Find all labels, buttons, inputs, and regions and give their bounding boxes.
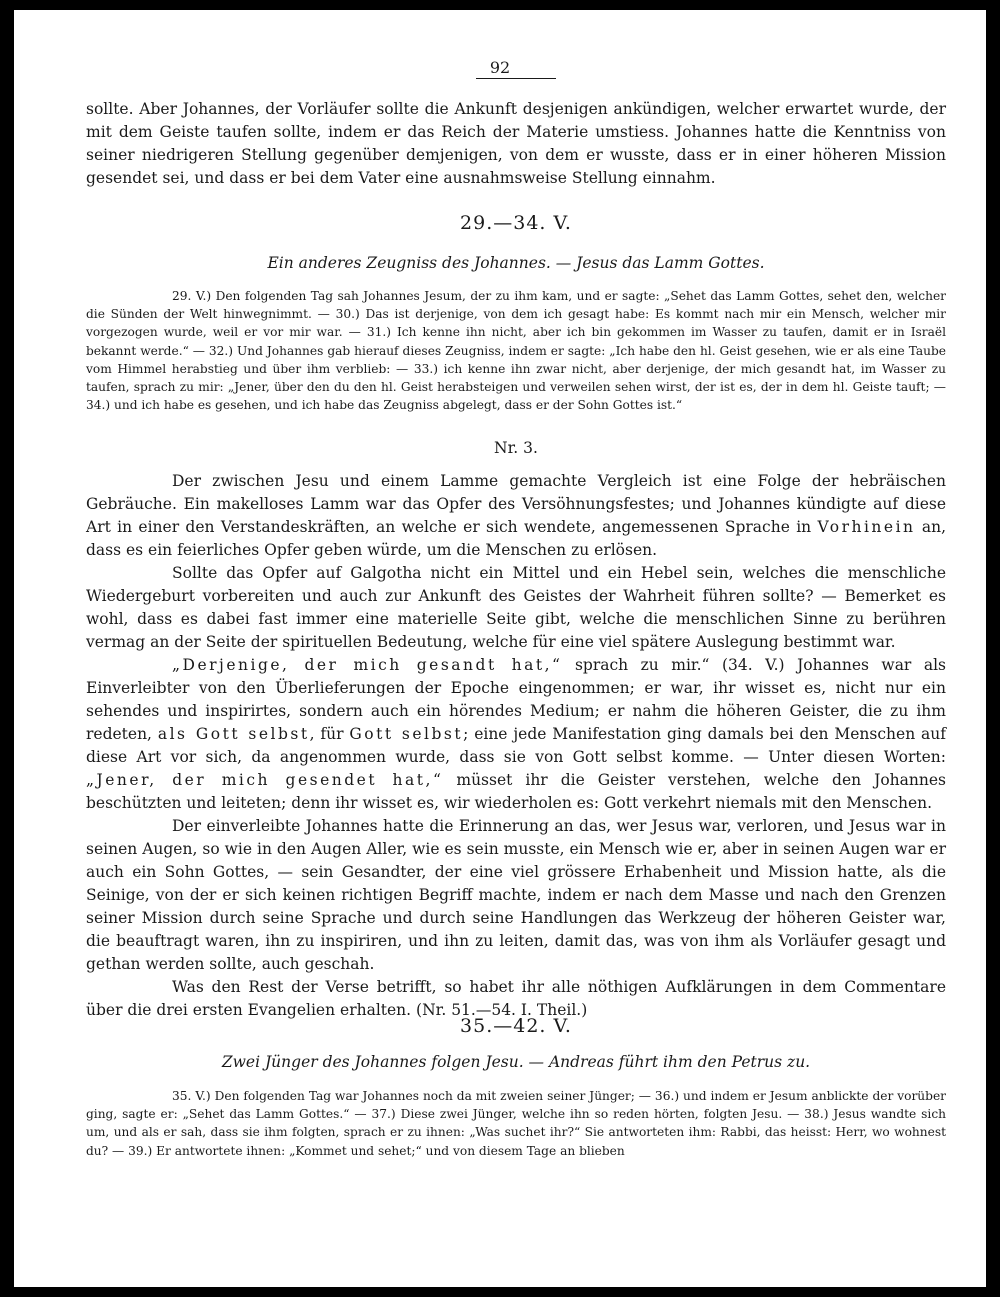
section-subtitle-35-42: Zwei Jünger des Johannes folgen Jesu. — Andreas führt ihm den Petrus zu. xyxy=(221,1053,811,1071)
page-number: 92 xyxy=(489,58,511,77)
commentary-paragraph-4: Der einverleibte Johannes hatte die Erinnerung an das, wer Jesus war, verloren, und Jesus war in seinen Augen, so wie in den Augen Aller, wie es sein musste, ein Mensch wie er, aber in seinen Augen war er auch ein Sohn Gottes, — sein Gesandter, der eine viel grössere Erhabenheit und Mission hatte, als die Seinige, von der er sich keinen richtigen Begriff machte, indem er nach dem Masse und nach den Grenzen seiner Mission durch seine Sprache und durch seine Handlungen das Werkzeug der höheren Geister war, die beauftragt waren, ihn zu inspiriren, und ihn zu leiten, damit das, was von ihm als Vorläufer gesagt und gethan werden sollte, auch geschah. xyxy=(86,817,946,973)
verses-35-42 xyxy=(86,1087,946,1160)
commentary-paragraph-1: Der zwischen Jesu und einem Lamme gemachte Vergleich ist eine Folge der hebräischen Gebräuche. Ein makelloses Lamm war das Opfer des Versöhnungsfestes; und Johannes kündigte auf diese Art in einer den Verstandeskräften, an welche er sich wendete, angemessenen Sprache in Vorhinein an, dass es ein feierliches Opfer geben würde, um die Menschen zu erlösen. xyxy=(86,472,947,559)
commentary-text xyxy=(86,470,946,1022)
intro-text xyxy=(86,98,946,190)
section-heading-35-42: 35.—42. V. xyxy=(460,1015,572,1037)
page-number-rule xyxy=(476,78,556,79)
commentary-paragraph-5: Was den Rest der Verse betrifft, so habet ihr alle nöthigen Aufklärungen in dem Commentare über die drei ersten Evangelien erhalten. (Nr. 51.—54. I. Theil.) xyxy=(86,978,946,1019)
intro-paragraph: sollte. Aber Johannes, der Vorläufer sollte die Ankunft desjenigen ankündigen, welcher erwartet wurde, der mit dem Geiste taufen sollte, indem er das Reich der Materie umstiess. Johannes hatte die Kenntniss von seiner niedrigeren Stellung gegenüber demjenigen, von dem er wusste, dass er in einer höheren Mission gesendet sei, und dass er bei dem Vater eine ausnahmsweise Stellung einnahm. xyxy=(86,100,946,187)
commentary-paragraph-3: „Derjenige, der mich gesandt hat,“ sprach zu mir.“ (34. V.) Johannes war als Einverleibter von den Überlieferungen der Epoche eingenommen; er war, ihr wisset es, nicht nur ein sehendes und inspirirtes, sondern auch ein hörendes Medium; er nahm die höheren Geister, die zu ihm redeten, als Gott selbst, für Gott selbst; eine jede Manifestation ging damals bei den Menschen auf diese Art vor sich, da angenommen wurde, dass sie von Gott selbst komme. — Unter diesen Worten: „Jener, der mich gesendet hat,“ müsset ihr die Geister verstehen, welche den Johannes beschützten und leiteten; denn ihr wisset es, wir wiederholen es: Gott verkehrt niemals mit den Menschen. xyxy=(86,656,946,812)
document-page xyxy=(14,10,986,1287)
verses-29-34 xyxy=(86,287,946,414)
section-subtitle-29-34: Ein anderes Zeugniss des Johannes. — Jesus das Lamm Gottes. xyxy=(267,254,765,272)
commentary-paragraph-2: Sollte das Opfer auf Galgotha nicht ein Mittel und ein Hebel sein, welches die menschliche Wiedergeburt vorbereiten und auch zur Ankunft des Geistes der Wahrheit führen sollte? — Bemerket es wohl, dass es dabei fast immer eine materielle Seite gibt, welche die menschlichen Sinne zu berühren vermag an der Seite der spirituellen Bedeutung, welche für eine viel spätere Auslegung bestimmt war. xyxy=(86,564,946,651)
verse-block: 29. V.) Den folgenden Tag sah Johannes Jesum, der zu ihm kam, und er sagte: „Sehet das Lamm Gottes, sehet den, welcher die Sünden der Welt hinwegnimmt. — 30.) Das ist derjenige, von dem ich gesagt habe: Es kommt nach mir ein Mensch, welcher mir vorgezogen wurde, weil er vor mir war. — 31.) Ich kenne ihn nicht, aber ich bin gekommen im Wasser zu taufen, damit er in Israël bekannt werde.“ — 32.) Und Johannes gab hierauf dieses Zeugniss, indem er sagte: „Ich habe den hl. Geist gesehen, wie er als eine Taube vom Himmel herabstieg und über ihm verblieb: — 33.) ich kenne ihn zwar nicht, aber derjenige, der mich gesandt hat, im Wasser zu taufen, sprach zu mir: „Jener, über den du den hl. Geist herabsteigen und verweilen sehen wirst, der ist es, der in dem hl. Geiste tauft; — 34.) und ich habe es gesehen, und ich habe das Zeugniss abgelegt, dass er der Sohn Gottes ist.“ xyxy=(86,289,946,413)
commentary-number: Nr. 3. xyxy=(494,439,538,457)
verse-block: 35. V.) Den folgenden Tag war Johannes noch da mit zweien seiner Jünger; — 36.) und indem er Jesum anblickte der vorüber ging, sagte er: „Sehet das Lamm Gottes.“ — 37.) Diese zwei Jünger, welche ihn so reden hörten, folgten Jesu. — 38.) Jesus wandte sich um, und als er sah, dass sie ihm folgten, sprach er zu ihnen: „Was suchet ihr?“ Sie antworteten ihm: Rabbi, das heisst: Herr, wo wohnest du? — 39.) Er antwortete ihnen: „Kommet und sehet;“ und von diesem Tage an blieben xyxy=(86,1089,946,1158)
section-heading-29-34: 29.—34. V. xyxy=(460,212,572,234)
